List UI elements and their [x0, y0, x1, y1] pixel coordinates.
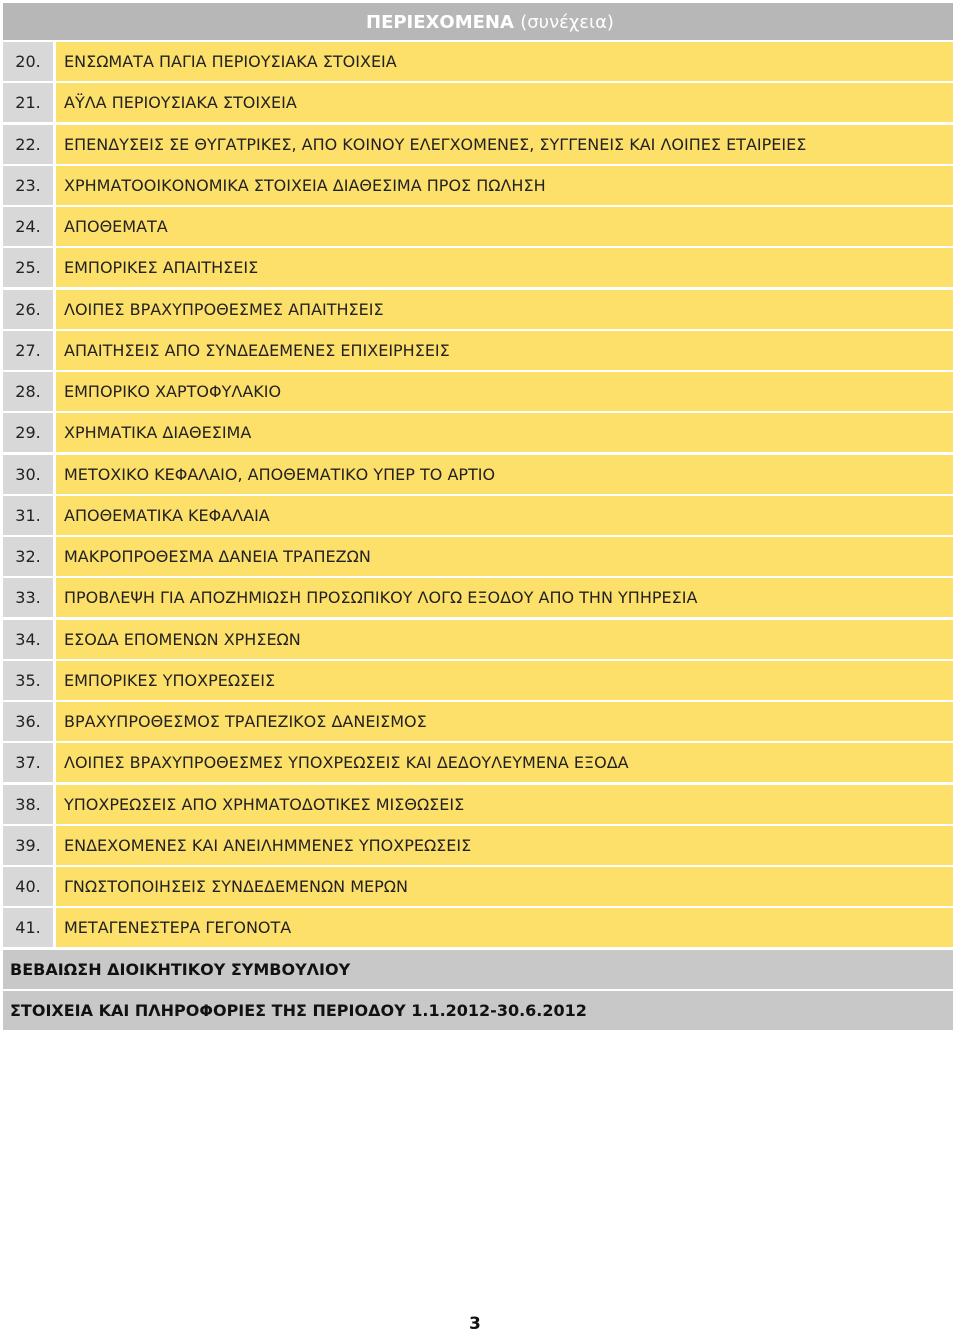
toc-number: 20.: [3, 42, 53, 81]
toc-title[interactable]: ΑΠΑΙΤΗΣΕΙΣ ΑΠΟ ΣΥΝΔΕΔΕΜΕΝΕΣ ΕΠΙΧΕΙΡΗΣΕΙΣ: [56, 331, 953, 370]
toc-row-23[interactable]: [3, 166, 953, 205]
toc-number: 40.: [3, 867, 53, 906]
toc-row-28[interactable]: [3, 372, 953, 411]
page-number: 3: [469, 1314, 481, 1334]
toc-title[interactable]: ΑΫΛΑ ΠΕΡΙΟΥΣΙΑΚΑ ΣΤΟΙΧΕΙΑ: [56, 83, 953, 122]
toc-title[interactable]: ΧΡΗΜΑΤΟΟΙΚΟΝΟΜΙΚΑ ΣΤΟΙΧΕΙΑ ΔΙΑΘΕΣΙΜΑ ΠΡΟΣ ΠΩΛΗΣΗ: [56, 166, 953, 205]
contents-header: [3, 3, 953, 40]
toc-number: 39.: [3, 826, 53, 865]
toc-number: 25.: [3, 248, 53, 287]
toc-title[interactable]: ΕΝΣΩΜΑΤΑ ΠΑΓΙΑ ΠΕΡΙΟΥΣΙΑΚΑ ΣΤΟΙΧΕΙΑ: [56, 42, 953, 81]
toc-row-31[interactable]: [3, 496, 953, 535]
toc-title[interactable]: ΓΝΩΣΤΟΠΟΙΗΣΕΙΣ ΣΥΝΔΕΔΕΜΕΝΩΝ ΜΕΡΩΝ: [56, 867, 953, 906]
toc-row-33[interactable]: [3, 578, 953, 617]
toc-number: 21.: [3, 83, 53, 122]
toc-row-39[interactable]: [3, 826, 953, 865]
toc-title[interactable]: ΑΠΟΘΕΜΑΤΑ: [56, 207, 953, 246]
contents-subtitle: (συνέχεια): [520, 12, 614, 33]
contents-title: [366, 12, 614, 33]
table-of-contents: [3, 42, 953, 1032]
toc-row-25[interactable]: [3, 248, 953, 287]
toc-title[interactable]: ΜΕΤΑΓΕΝΕΣΤΕΡΑ ΓΕΓΟΝΟΤΑ: [56, 908, 953, 947]
toc-number: 26.: [3, 290, 53, 329]
toc-title[interactable]: ΜΑΚΡΟΠΡΟΘΕΣΜΑ ΔΑΝΕΙΑ ΤΡΑΠΕΖΩΝ: [56, 537, 953, 576]
toc-title[interactable]: ΕΣΟΔΑ ΕΠΟΜΕΝΩΝ ΧΡΗΣΕΩΝ: [56, 620, 953, 659]
toc-title[interactable]: ΛΟΙΠΕΣ ΒΡΑΧΥΠΡΟΘΕΣΜΕΣ ΥΠΟΧΡΕΩΣΕΙΣ ΚΑΙ ΔΕΔΟΥΛΕΥΜΕΝΑ ΕΞΟΔΑ: [56, 743, 953, 782]
toc-row-20[interactable]: [3, 42, 953, 81]
toc-row-38[interactable]: [3, 785, 953, 824]
toc-title[interactable]: ΕΜΠΟΡΙΚΕΣ ΥΠΟΧΡΕΩΣΕΙΣ: [56, 661, 953, 700]
toc-row-35[interactable]: [3, 661, 953, 700]
toc-title[interactable]: ΕΠΕΝΔΥΣΕΙΣ ΣΕ ΘΥΓΑΤΡΙΚΕΣ, ΑΠΟ ΚΟΙΝΟΥ ΕΛΕΓΧΟΜΕΝΕΣ, ΣΥΓΓΕΝΕΙΣ ΚΑΙ ΛΟΙΠΕΣ ΕΤΑΙΡΕΙΕΣ: [56, 125, 953, 164]
toc-row-40[interactable]: [3, 867, 953, 906]
toc-row-24[interactable]: [3, 207, 953, 246]
toc-number: 22.: [3, 125, 53, 164]
toc-number: 41.: [3, 908, 53, 947]
toc-row-41[interactable]: [3, 908, 953, 947]
toc-title[interactable]: ΛΟΙΠΕΣ ΒΡΑΧΥΠΡΟΘΕΣΜΕΣ ΑΠΑΙΤΗΣΕΙΣ: [56, 290, 953, 329]
toc-title[interactable]: ΒΡΑΧΥΠΡΟΘΕΣΜΟΣ ΤΡΑΠΕΖΙΚΟΣ ΔΑΝΕΙΣΜΟΣ: [56, 702, 953, 741]
toc-number: 37.: [3, 743, 53, 782]
toc-row-36[interactable]: [3, 702, 953, 741]
toc-row-22[interactable]: [3, 125, 953, 164]
toc-row-26[interactable]: [3, 290, 953, 329]
toc-title[interactable]: ΧΡΗΜΑΤΙΚΑ ΔΙΑΘΕΣΙΜΑ: [56, 413, 953, 452]
toc-number: 24.: [3, 207, 53, 246]
contents-title-text: ΠΕΡΙΕΧΟΜΕΝΑ: [366, 12, 514, 33]
toc-row-34[interactable]: [3, 620, 953, 659]
toc-section-period-information[interactable]: ΣΤΟΙΧΕΙΑ ΚΑΙ ΠΛΗΡΟΦΟΡΙΕΣ ΤΗΣ ΠΕΡΙΟΔΟΥ 1.1.2012-30.6.2012: [3, 991, 953, 1030]
toc-row-21[interactable]: [3, 83, 953, 122]
toc-title[interactable]: ΕΜΠΟΡΙΚΟ ΧΑΡΤΟΦΥΛΑΚΙΟ: [56, 372, 953, 411]
toc-number: 33.: [3, 578, 53, 617]
toc-row-32[interactable]: [3, 537, 953, 576]
toc-number: 28.: [3, 372, 53, 411]
toc-row-29[interactable]: [3, 413, 953, 452]
toc-title[interactable]: ΜΕΤΟΧΙΚΟ ΚΕΦΑΛΑΙΟ, ΑΠΟΘΕΜΑΤΙΚΟ ΥΠΕΡ ΤΟ ΑΡΤΙΟ: [56, 455, 953, 494]
toc-number: 36.: [3, 702, 53, 741]
toc-title[interactable]: ΥΠΟΧΡΕΩΣΕΙΣ ΑΠΟ ΧΡΗΜΑΤΟΔΟΤΙΚΕΣ ΜΙΣΘΩΣΕΙΣ: [56, 785, 953, 824]
toc-number: 32.: [3, 537, 53, 576]
toc-number: 30.: [3, 455, 53, 494]
toc-number: 35.: [3, 661, 53, 700]
toc-number: 34.: [3, 620, 53, 659]
toc-row-30[interactable]: [3, 455, 953, 494]
toc-number: 29.: [3, 413, 53, 452]
toc-row-27[interactable]: [3, 331, 953, 370]
toc-number: 27.: [3, 331, 53, 370]
toc-title[interactable]: ΠΡΟΒΛΕΨΗ ΓΙΑ ΑΠΟΖΗΜΙΩΣΗ ΠΡΟΣΩΠΙΚΟΥ ΛΟΓΩ ΕΞΟΔΟΥ ΑΠΟ ΤΗΝ ΥΠΗΡΕΣΙΑ: [56, 578, 953, 617]
toc-number: 31.: [3, 496, 53, 535]
toc-number: 38.: [3, 785, 53, 824]
toc-title[interactable]: ΕΝΔΕΧΟΜΕΝΕΣ ΚΑΙ ΑΝΕΙΛΗΜΜΕΝΕΣ ΥΠΟΧΡΕΩΣΕΙΣ: [56, 826, 953, 865]
toc-section-board-statement[interactable]: ΒΕΒΑΙΩΣΗ ΔΙΟΙΚΗΤΙΚΟΥ ΣΥΜΒΟΥΛΙΟΥ: [3, 950, 953, 989]
toc-title[interactable]: ΑΠΟΘΕΜΑΤΙΚΑ ΚΕΦΑΛΑΙΑ: [56, 496, 953, 535]
toc-number: 23.: [3, 166, 53, 205]
toc-title[interactable]: ΕΜΠΟΡΙΚΕΣ ΑΠΑΙΤΗΣΕΙΣ: [56, 248, 953, 287]
toc-row-37[interactable]: [3, 743, 953, 782]
